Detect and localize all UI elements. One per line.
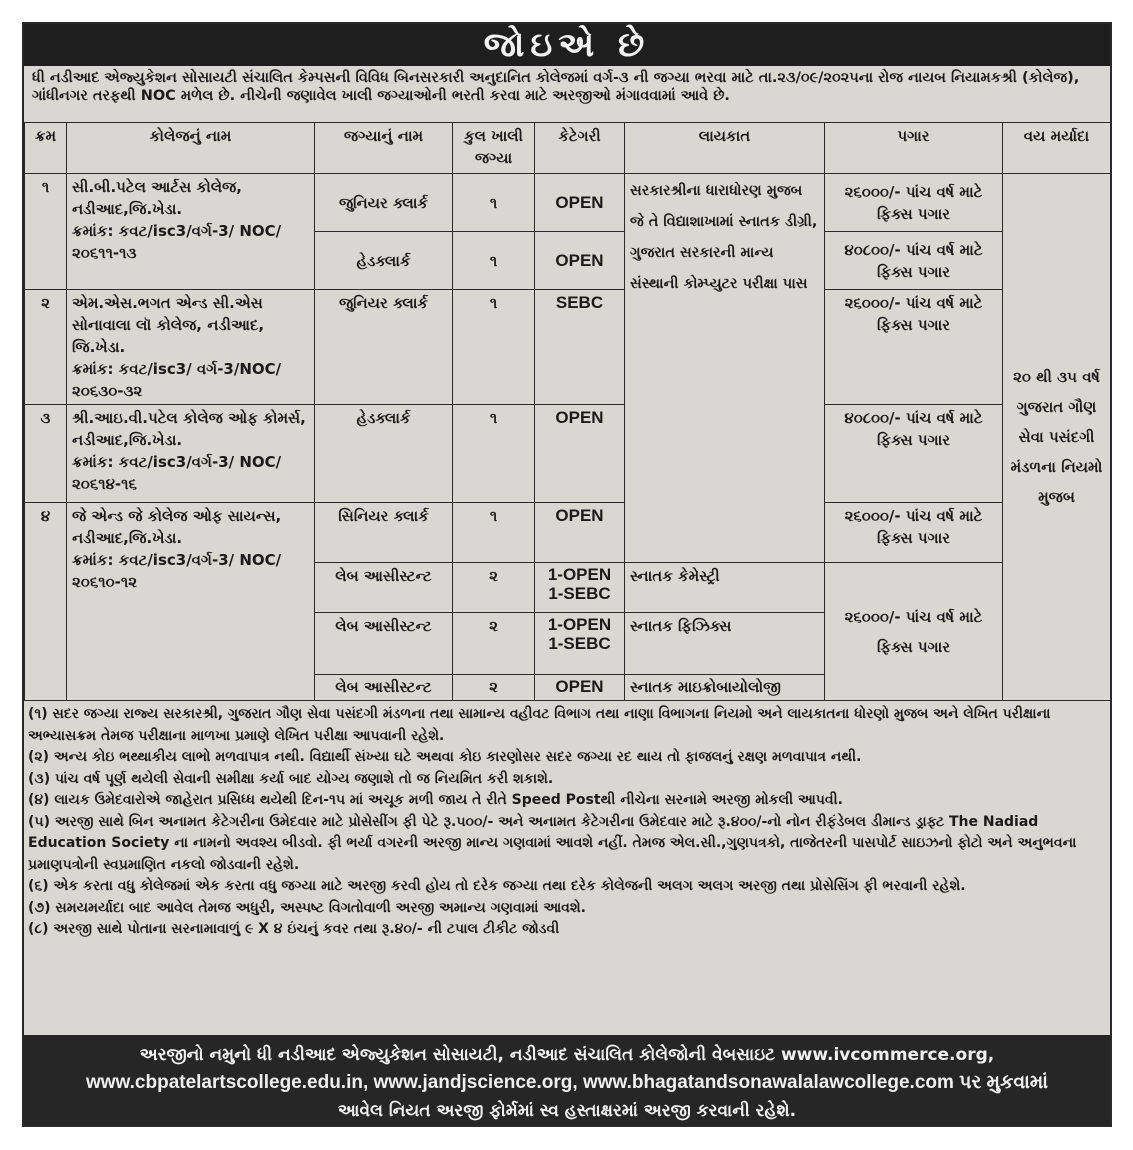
post-cell: હેડક્લાર્ક: [315, 405, 453, 503]
table-row: [25, 174, 1111, 232]
category-cell: OPEN: [535, 675, 625, 701]
table-row: [25, 503, 1111, 563]
vacancy-cell: ૨: [453, 563, 535, 613]
salary-cell: ૪૦૮૦૦/- પાંચ વર્ષ માટે ફિક્સ પગાર: [825, 232, 1003, 290]
vacancy-cell: ૨: [453, 613, 535, 675]
vacancy-cell: ૨: [453, 675, 535, 701]
post-cell: લેબ આસીસ્ટન્ટ: [315, 613, 453, 675]
salary-cell: ૨૬૦૦૦/- પાંચ વર્ષ માટે ફિક્સ પગાર: [825, 290, 1003, 405]
college-name: સી.બી.પટેલ આર્ટસ કોલેજ, નડીઆદ,જિ.ખેડા.: [72, 178, 242, 218]
vacancy-cell: ૧: [453, 503, 535, 563]
note-item: (૨) અન્ય કોઇ ભથ્થાકીય લાભો મળવાપાત્ર નથી. વિદ્યાર્થી સંખ્યા ઘટે અથવા કોઇ કારણોસર સદર જગ્યા રદ થાય તો ફાજલનું રક્ષણ મળવાપાત્ર નથી.: [28, 749, 862, 765]
salary-cell: ૪૦૮૦૦/- પાંચ વર્ષ માટે ફિક્સ પગાર: [825, 405, 1003, 503]
qualification-cell: સ્નાતક કેમેસ્ટ્રી: [625, 563, 825, 613]
header-age: વય મર્યાદા: [1003, 123, 1111, 174]
category-line: 1-OPEN: [547, 615, 612, 634]
salary-cell: ૨૬૦૦૦/- પાંચ વર્ષ માટે ફિક્સ પગાર: [825, 174, 1003, 232]
college-cell: [67, 503, 315, 701]
table-row: [25, 405, 1111, 503]
note-item: (૧) સદર જગ્યા રાજ્ય સરકારશ્રી, ગુજરાત ગૌણ સેવા પસંદગી મંડળના તથા સામાન્ય વહીવટ વિભાગ તથા નાણા વિભાગના નિયમો અને લાયકાતના ધોરણો મુજબ અને લેખિત પરીક્ષાના અભ્યાસક્રમ તેમજ પરીક્ષાના માળખા પ્રમાણે લેખિત પરીક્ષા આપવાની રહેશે.: [28, 706, 1051, 744]
header-post: જગ્યાનું નામ: [315, 123, 453, 174]
post-cell: હેડક્લાર્ક: [315, 232, 453, 290]
header-category: કેટેગરી: [535, 123, 625, 174]
college-cell: [67, 174, 315, 290]
college-ref: ક્રમાંક: કવટ/isc3/ વર્ગ-3/NOC/૨૦૬૩૦-૩૨: [72, 360, 282, 400]
note-item: (૫) અરજી સાથે બિન અનામત કેટેગરીના ઉમેદવાર માટે પ્રોસેસીંગ ફી પેટે રૂ.૫૦૦/- અને અનામત કેટેગરીના ઉમેદવાર માટે રૂ.૪૦૦/-નો નોન રીફંડેબલ ડીમાન્ડ ડ્રાફ્ટ The Nadiad Education Society ના નામનો અવશ્ય બીડવો. ફી ભર્યા વગરની અરજી માન્ય ગણવામાં આવશે નહીં. તેમજ એલ.સી.,ગુણપત્રકો, તાજેતરની પાસપોર્ટ સાઇઝનો ફોટો અને અનુભવના પ્રમાણપત્રોની સ્વપ્રમાણિત નકલો જોડવાની રહેશે.: [28, 813, 1077, 873]
category-line: 1-SEBC: [548, 634, 611, 653]
qualification-cell: સ્નાતક ફિઝિક્સ: [625, 613, 825, 675]
post-cell: લેબ આસીસ્ટન્ટ: [315, 563, 453, 613]
table-header-row: [25, 123, 1111, 174]
college-name: એમ.એસ.ભગત એન્ડ સી.એસ સોનાવાલા લૉ કોલેજ, નડીઆદ, જિ.ખેડા.: [72, 294, 265, 356]
category-cell: SEBC: [535, 290, 625, 405]
sr-cell: ૪: [25, 503, 67, 701]
header-college: કોલેજનું નામ: [67, 123, 315, 174]
category-cell: OPEN: [535, 503, 625, 563]
age-limit-cell: ૨૦ થી ૩૫ વર્ષ ગુજરાત ગૌણ સેવા પસંદગી મંડળના નિયમો મુજબ: [1003, 174, 1111, 701]
footer-line: અરજીનો નમુનો ધી નડીઆદ એજ્યુકેશન સોસાયટી, નડીઆદ સંચાલિત કોલેજોની વેબસાઇટ www.ivcommerce.org,: [139, 1045, 995, 1065]
sr-cell: ૨: [25, 290, 67, 405]
post-cell: જુનિયર ક્લાર્ક: [315, 290, 453, 405]
salary-cell: ૨૬૦૦૦/- પાંચ વર્ષ માટે ફિક્સ પગાર: [825, 503, 1003, 563]
college-ref: ક્રમાંક: કવટ/isc3/વર્ગ-3/ NOC/૨૦૬૧૧-૧૩: [72, 222, 282, 262]
vacancy-cell: ૧: [453, 232, 535, 290]
sr-cell: ૩: [25, 405, 67, 503]
qualification-cell: સ્નાતક માઇક્રોબાયોલોજી: [625, 675, 825, 701]
note-item: (૬) એક કરતા વધુ કોલેજમાં એક કરતા વધુ જગ્યા માટે અરજી કરવી હોય તો દરેક જગ્યા તથા દરેક કોલેજની અલગ અલગ અરજી તથા પ્રોસેસિંગ ફી ભરવાની રહેશે.: [28, 878, 966, 894]
post-cell: સિનિયર ક્લાર્ક: [315, 503, 453, 563]
category-line: 1-SEBC: [548, 584, 611, 603]
footer-line: આવેલ નિયત અરજી ફોર્મમાં સ્વ હસ્તાક્ષરમાં અરજી કરવાની રહેશે.: [337, 1101, 797, 1121]
note-item: (૩) પાંચ વર્ષ પૂર્ણ થયેલી સેવાની સમીક્ષા કર્યા બાદ યોગ્ય જણાશે તો જ નિયમિત કરી શકાશે.: [28, 770, 554, 787]
category-cell: [535, 563, 625, 613]
header-qualification: લાયકાત: [625, 123, 825, 174]
intro-paragraph: ધી નડીઆદ એજ્યુકેશન સોસાયટી સંચાલિત કેમ્પસની વિવિધ બિનસરકારી અનુદાનિત કોલેજમાં વર્ગ-૩ ની જગ્યા ભરવા માટે તા.૨૩/૦૯/૨૦૨૫ના રોજ નાયબ નિયામકશ્રી (કોલેજ), ગાંધીનગર તરફથી NOC મળેલ છે. નીચેની જણાવેલ ખાલી જગ્યાઓની ભરતી કરવા માટે અરજીઓ મંગાવવામાં આવે છે.: [32, 70, 1080, 104]
college-cell: [67, 290, 315, 405]
banner: [24, 24, 1110, 66]
vacancy-cell: ૧: [453, 405, 535, 503]
category-line: 1-OPEN: [547, 565, 612, 584]
footer-band: [24, 1035, 1110, 1125]
footer-websites: www.cbpatelartscollege.edu.in, www.jandjscience.org, www.bhagatandsonawalalawcollege.com પર મુકવામાં: [86, 1072, 1048, 1093]
college-ref: ક્રમાંક: કવટ/isc3/વર્ગ-3/ NOC/૨૦૬૧૪-૧૬: [72, 453, 282, 493]
vacancy-table: [24, 122, 1111, 701]
category-cell: OPEN: [535, 405, 625, 503]
note-item: (૭) સમયમર્યાદા બાદ આવેલ તેમજ અધુરી, અસ્પષ્ટ વિગતોવાળી અરજી અમાન્ય ગણવામાં આવશે.: [28, 899, 586, 916]
college-name: જે એન્ડ જે કોલેજ ઓફ સાયન્સ, નડીઆદ,જિ.ખેડા.: [72, 507, 282, 547]
note-item: (૮) અરજી સાથે પોતાના સરનામાવાળું ૯ X ૪ ઇંચનું કવર તથા રૂ.૪૦/- ની ટપાલ ટીકીટ જોડવી: [28, 921, 560, 937]
note-item: (૪) લાયક ઉમેદવારોએ જાહેરાત પ્રસિધ્ધ થયેથી દિન-૧૫ માં અચૂક મળી જાય તે રીતે Speed Postથી નીચેના સરનામે અરજી મોકલી આપવી.: [28, 792, 843, 808]
qualification-cell: સરકારશ્રીના ધારાધોરણ મુજબ જે તે વિદ્યાશાખામાં સ્નાતક ડીગ્રી, ગુજરાત સરકારની માન્ય સંસ્થાની કોમ્પ્યુટર પરીક્ષા પાસ: [625, 174, 825, 563]
salary-cell: ૨૬૦૦૦/- પાંચ વર્ષ માટે ફિક્સ પગાર: [825, 563, 1003, 701]
category-cell: OPEN: [535, 174, 625, 232]
notes-section: [24, 701, 1110, 941]
post-cell: લેબ આસીસ્ટન્ટ: [315, 675, 453, 701]
banner-title: જોઇએ છે: [483, 25, 651, 65]
advertisement: [22, 22, 1112, 1127]
table-row: [25, 290, 1111, 405]
header-sr: ક્રમ: [25, 123, 67, 174]
category-cell: OPEN: [535, 232, 625, 290]
category-cell: [535, 613, 625, 675]
college-name: શ્રી.આઇ.વી.પટેલ કોલેજ ઓફ કોમર્સ, નડીઆદ,જિ.ખેડા.: [72, 409, 306, 449]
vacancy-cell: ૧: [453, 290, 535, 405]
post-cell: જુનિયર ક્લાર્ક: [315, 174, 453, 232]
header-salary: પગાર: [825, 123, 1003, 174]
sr-cell: ૧: [25, 174, 67, 290]
college-ref: ક્રમાંક: કવટ/isc3/વર્ગ-3/ NOC/૨૦૬૧૦-૧૨: [72, 551, 282, 591]
college-cell: [67, 405, 315, 503]
vacancy-cell: ૧: [453, 174, 535, 232]
header-vacancies: કુલ ખાલી જગ્યા: [453, 123, 535, 174]
